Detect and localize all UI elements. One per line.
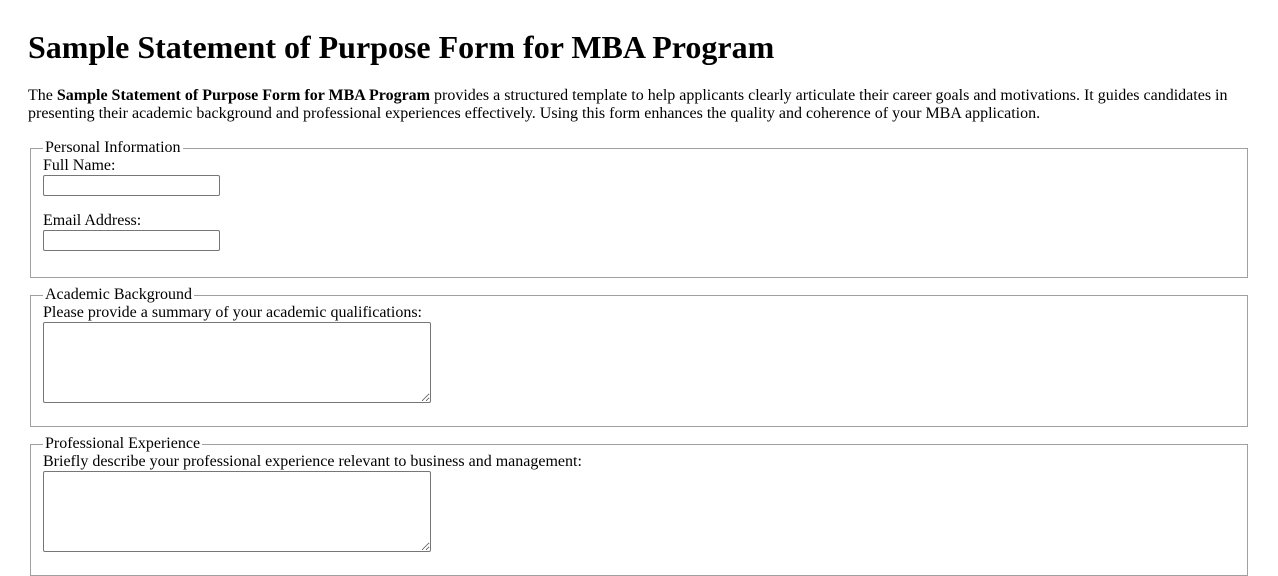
intro-bold: Sample Statement of Purpose Form for MBA Program (56, 87, 430, 104)
email-label: Email Address: (43, 212, 142, 229)
personal-information-legend: Personal Information (45, 139, 181, 156)
full-name-input[interactable] (43, 175, 220, 196)
professional-label: Briefly describe your professional experience relevant to business and management: (43, 453, 582, 470)
intro-paragraph (28, 87, 1250, 123)
page-title: Sample Statement of Purpose Form for MBA Program (28, 29, 775, 65)
professional-experience-section (30, 435, 1248, 576)
academic-label: Please provide a summary of your academic qualifications: (43, 304, 422, 321)
professional-experience-legend: Professional Experience (45, 435, 201, 452)
professional-textarea[interactable] (43, 471, 431, 552)
intro-pre: The (28, 87, 57, 104)
sop-form (28, 139, 1250, 576)
academic-background-section (30, 286, 1248, 427)
full-name-label: Full Name: (43, 157, 116, 174)
academic-background-legend: Academic Background (45, 286, 193, 303)
academic-textarea[interactable] (43, 322, 431, 403)
email-input[interactable] (43, 230, 220, 251)
intro-post: provides a structured template to help applicants clearly articulate their career goals and motivations. It guides candidates in presenting their academic background and professional experiences effectively. Using this form enhances the quality and coherence of your MBA application. (28, 87, 1228, 122)
personal-information-section (30, 139, 1248, 278)
